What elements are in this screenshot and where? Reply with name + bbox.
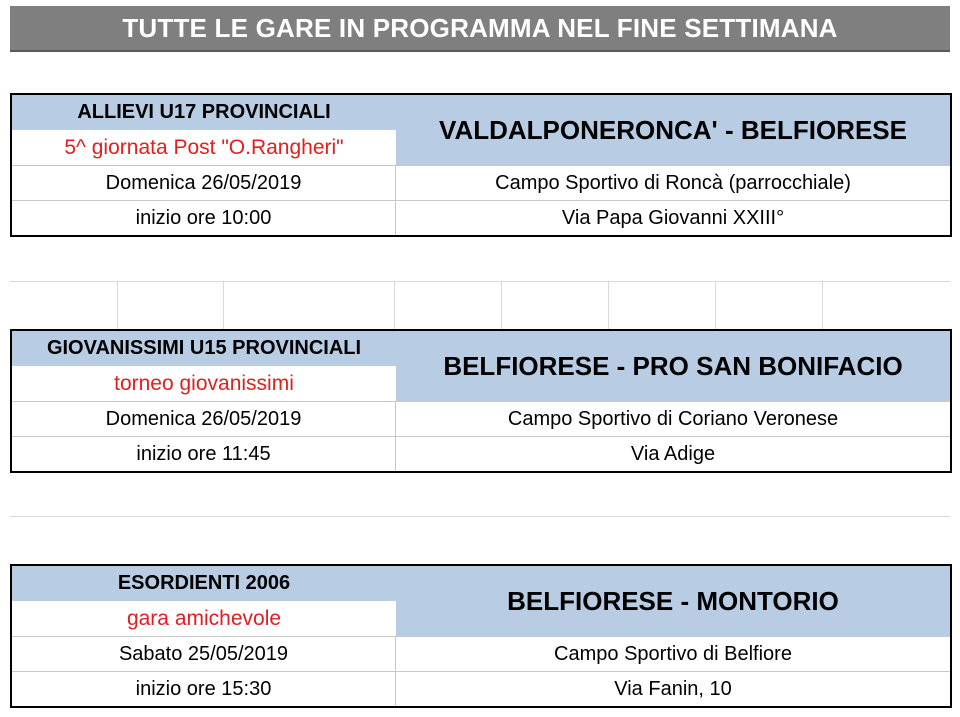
game-field: Campo Sportivo di Belfiore: [396, 636, 950, 671]
game-date: Sabato 25/05/2019: [12, 636, 396, 671]
gridline: [715, 281, 716, 329]
gridline: [117, 281, 118, 329]
game-block: [10, 93, 952, 237]
game-block: [10, 564, 952, 708]
game-category: ALLIEVI U17 PROVINCIALI: [12, 95, 396, 130]
game-subtitle: torneo giovanissimi: [12, 366, 396, 401]
game-subtitle: 5^ giornata Post "O.Rangheri": [12, 130, 396, 165]
game-match: BELFIORESE - MONTORIO: [396, 566, 950, 636]
game-field: Campo Sportivo di Coriano Veronese: [396, 401, 950, 436]
gridline: [223, 281, 224, 329]
gridline: [10, 281, 950, 282]
game-category: GIOVANISSIMI U15 PROVINCIALI: [12, 331, 396, 366]
game-address: Via Papa Giovanni XXIII°: [396, 200, 950, 235]
game-time: inizio ore 10:00: [12, 200, 396, 235]
page-title: TUTTE LE GARE IN PROGRAMMA NEL FINE SETTIMANA: [10, 6, 950, 52]
game-block: [10, 329, 952, 473]
game-match: VALDALPONERONCA' - BELFIORESE: [396, 95, 950, 165]
gridline: [501, 281, 502, 329]
game-address: Via Adige: [396, 436, 950, 471]
gridline: [394, 281, 395, 329]
game-match: BELFIORESE - PRO SAN BONIFACIO: [396, 331, 950, 401]
game-time: inizio ore 15:30: [12, 671, 396, 706]
game-field: Campo Sportivo di Roncà (parrocchiale): [396, 165, 950, 200]
game-subtitle: gara amichevole: [12, 601, 396, 636]
gridline: [10, 516, 950, 517]
gridline: [822, 281, 823, 329]
game-date: Domenica 26/05/2019: [12, 401, 396, 436]
game-address: Via Fanin, 10: [396, 671, 950, 706]
game-category: ESORDIENTI 2006: [12, 566, 396, 601]
gridline: [608, 281, 609, 329]
game-time: inizio ore 11:45: [12, 436, 396, 471]
game-date: Domenica 26/05/2019: [12, 165, 396, 200]
